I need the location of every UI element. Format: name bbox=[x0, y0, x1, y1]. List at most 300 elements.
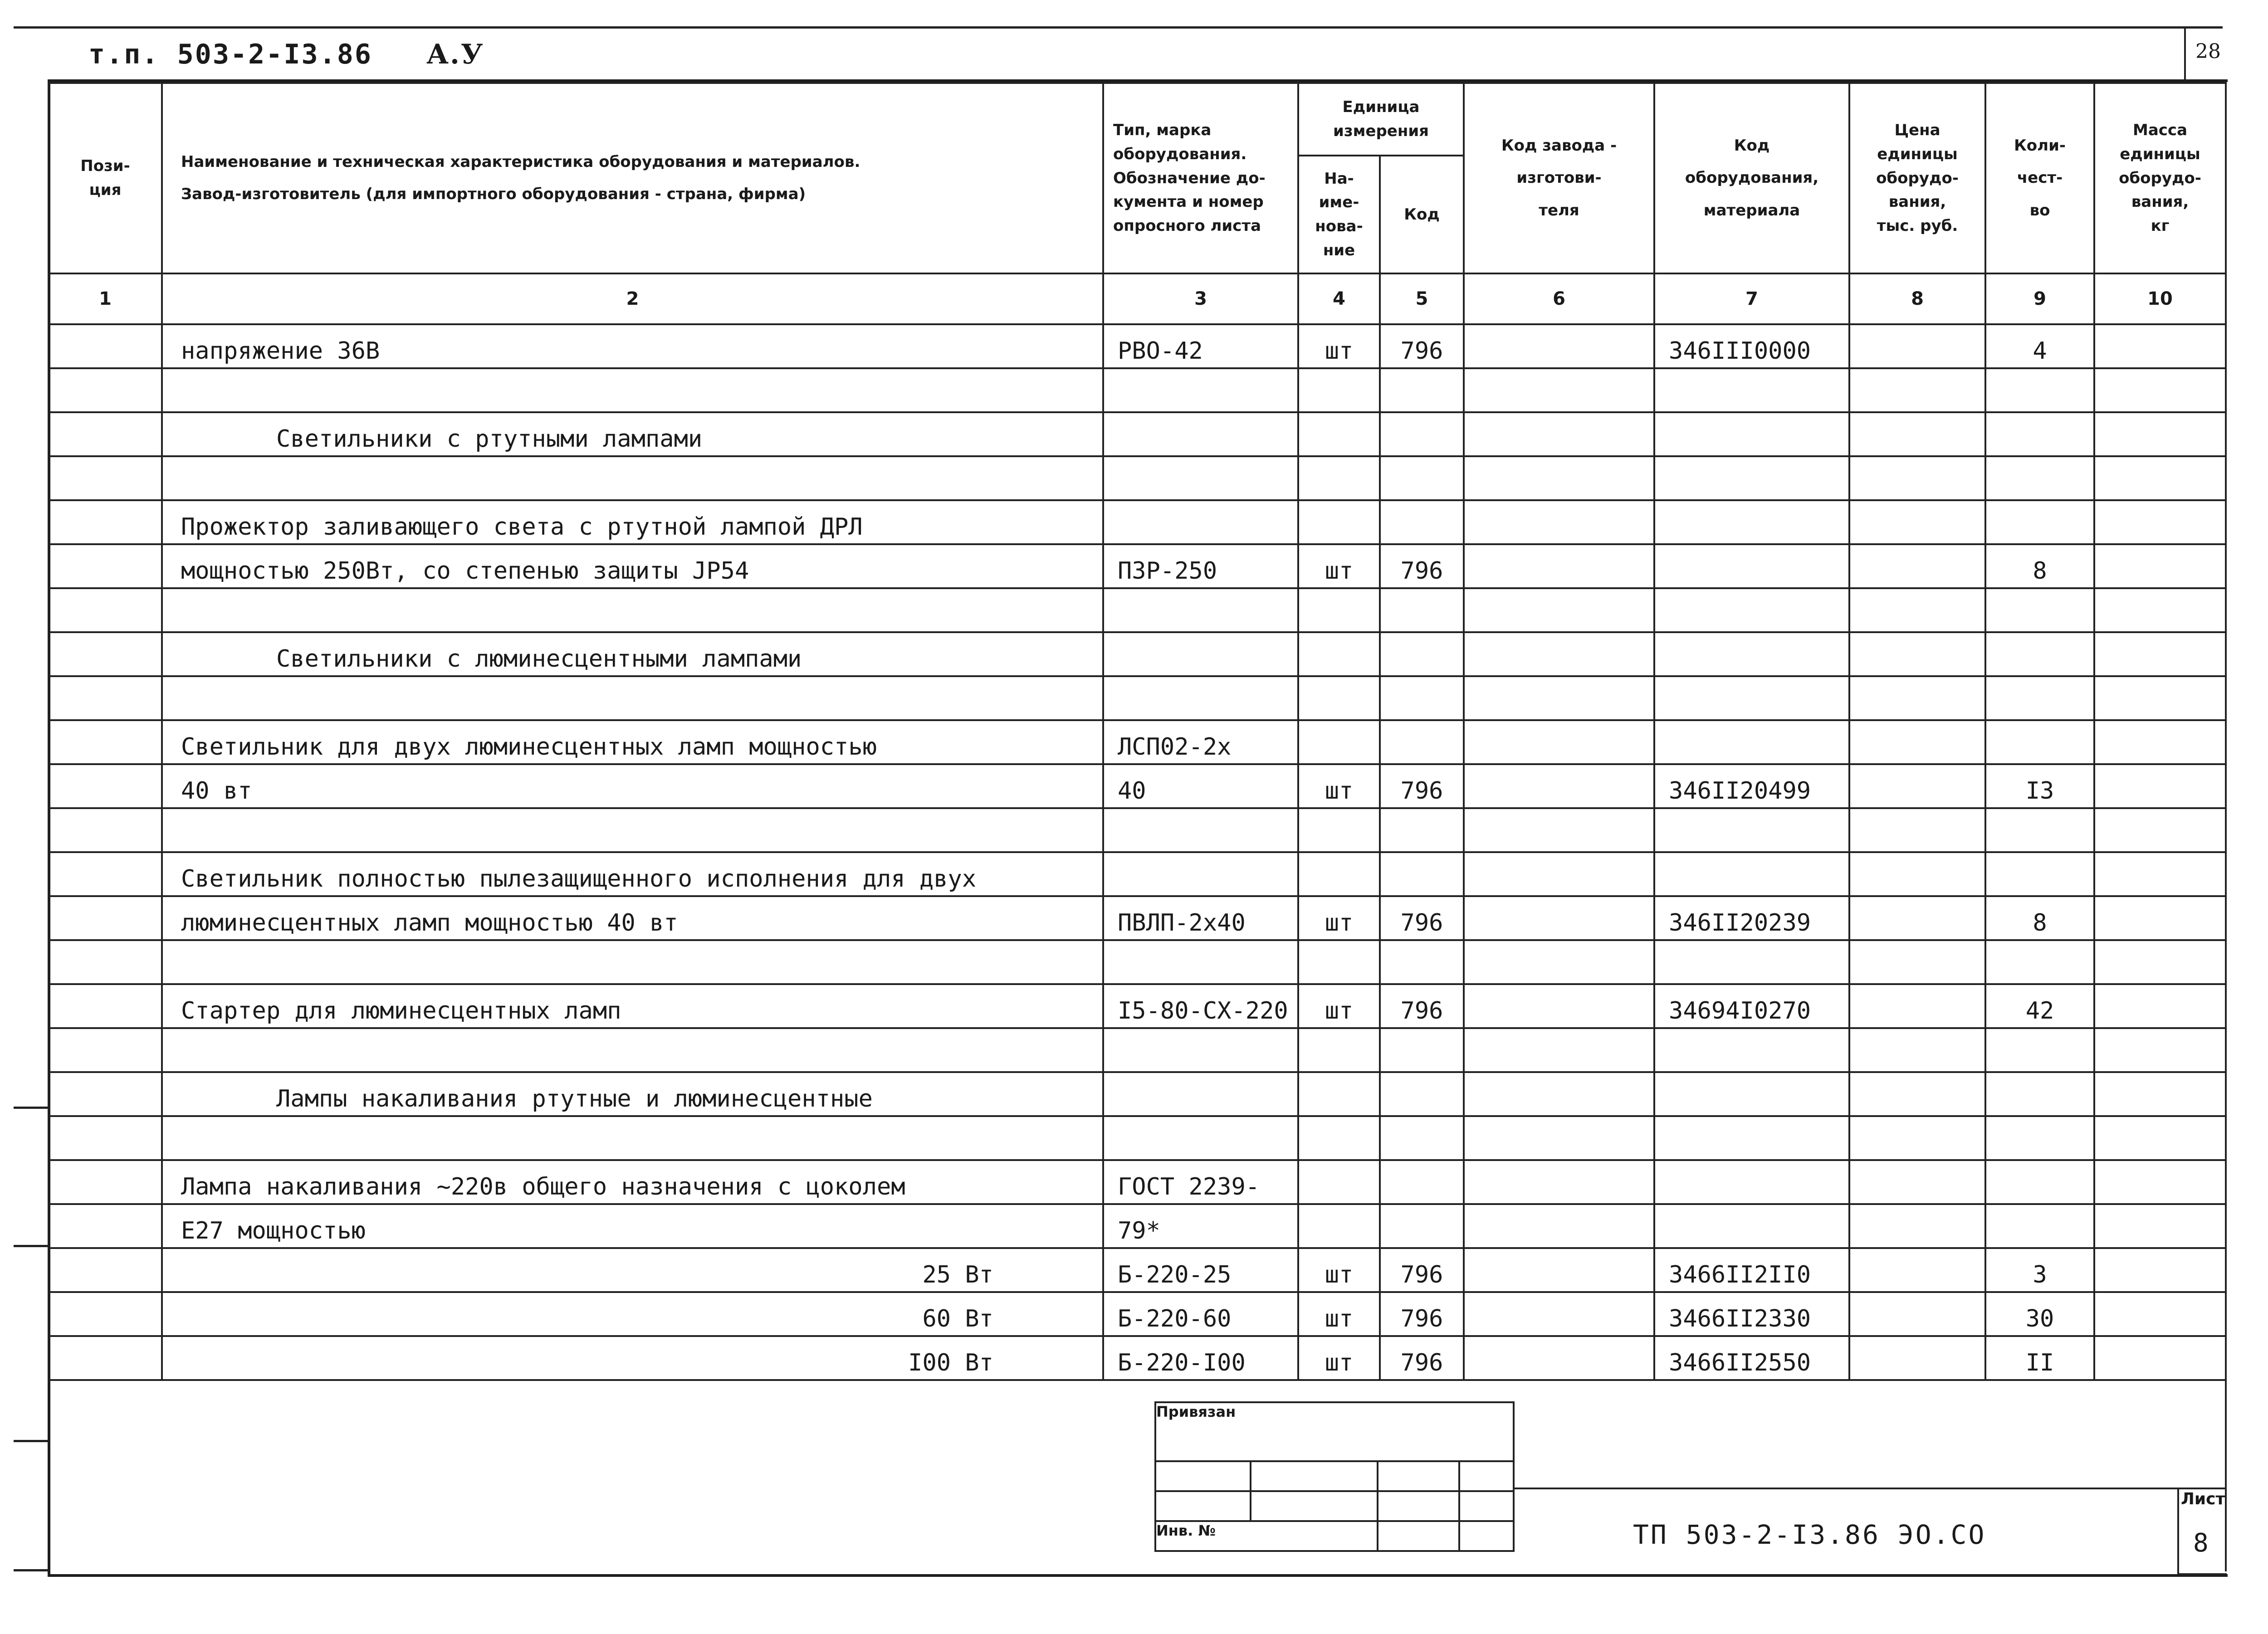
type-cell: I5-80-СХ-220 bbox=[1103, 984, 1298, 1028]
price-cell bbox=[1849, 940, 1985, 984]
unit-name-cell bbox=[1298, 456, 1380, 500]
type-cell: ПЗР-250 bbox=[1103, 544, 1298, 588]
unit-name-cell bbox=[1298, 1072, 1380, 1116]
price-cell bbox=[1849, 984, 1985, 1028]
unit-name-cell: шт bbox=[1298, 984, 1380, 1028]
name-cell: 25 Вт bbox=[162, 1248, 1103, 1292]
name-cell bbox=[162, 808, 1103, 852]
equip-code-cell bbox=[1654, 720, 1849, 764]
unit-code-cell bbox=[1380, 808, 1464, 852]
qty-cell: 8 bbox=[1985, 896, 2094, 940]
mass-cell bbox=[2094, 764, 2226, 808]
unit-code-cell bbox=[1380, 632, 1464, 676]
col-number: 2 bbox=[162, 273, 1103, 324]
unit-name-cell bbox=[1298, 1204, 1380, 1248]
type-cell bbox=[1103, 1072, 1298, 1116]
qty-cell bbox=[1985, 588, 2094, 632]
plant-code-cell bbox=[1464, 1204, 1654, 1248]
unit-name-cell bbox=[1298, 588, 1380, 632]
table-row bbox=[49, 1204, 2226, 1248]
table-row bbox=[49, 1116, 2226, 1160]
type-cell: 40 bbox=[1103, 764, 1298, 808]
position-cell bbox=[49, 676, 162, 720]
unit-name-cell bbox=[1298, 720, 1380, 764]
price-cell bbox=[1849, 1336, 1985, 1380]
plant-code-cell bbox=[1464, 852, 1654, 896]
stamp-cell bbox=[1155, 1491, 1251, 1521]
unit-name-cell bbox=[1298, 852, 1380, 896]
col-unit-header: Единица измерения bbox=[1298, 83, 1464, 156]
type-cell bbox=[1103, 412, 1298, 456]
type-cell bbox=[1103, 588, 1298, 632]
type-cell: ГОСТ 2239- bbox=[1103, 1160, 1298, 1204]
equip-code-cell: 3466II2550 bbox=[1654, 1336, 1849, 1380]
plant-code-cell bbox=[1464, 720, 1654, 764]
table-row bbox=[49, 808, 2226, 852]
equip-code-cell bbox=[1654, 1160, 1849, 1204]
table-row bbox=[49, 1336, 2226, 1380]
plant-code-cell bbox=[1464, 1028, 1654, 1072]
equip-code-cell bbox=[1654, 852, 1849, 896]
equip-code-cell bbox=[1654, 368, 1849, 412]
name-cell bbox=[162, 940, 1103, 984]
type-cell: РВО-42 bbox=[1103, 324, 1298, 368]
plant-code-cell bbox=[1464, 808, 1654, 852]
table-row bbox=[49, 1248, 2226, 1292]
mass-cell bbox=[2094, 1160, 2226, 1204]
type-cell: ПВЛП-2х40 bbox=[1103, 896, 1298, 940]
table-row bbox=[49, 544, 2226, 588]
col-number: 9 bbox=[1985, 273, 2094, 324]
qty-cell bbox=[1985, 852, 2094, 896]
equip-code-cell bbox=[1654, 544, 1849, 588]
table-row bbox=[49, 456, 2226, 500]
sheet-number: 8 bbox=[2193, 1528, 2209, 1558]
unit-code-cell: 796 bbox=[1380, 544, 1464, 588]
mass-cell bbox=[2094, 632, 2226, 676]
name-cell bbox=[162, 368, 1103, 412]
unit-name-cell: шт bbox=[1298, 1336, 1380, 1380]
table-row bbox=[49, 1292, 2226, 1336]
corner-mark: 28 bbox=[2195, 40, 2221, 63]
stamp-cell bbox=[1378, 1521, 1459, 1551]
plant-code-cell bbox=[1464, 940, 1654, 984]
name-cell: напряжение 36В bbox=[162, 324, 1103, 368]
position-cell bbox=[49, 852, 162, 896]
unit-name-cell bbox=[1298, 1116, 1380, 1160]
mass-cell bbox=[2094, 324, 2226, 368]
price-cell bbox=[1849, 368, 1985, 412]
position-cell bbox=[49, 500, 162, 544]
price-cell bbox=[1849, 896, 1985, 940]
position-cell bbox=[49, 324, 162, 368]
price-cell bbox=[1849, 764, 1985, 808]
type-cell bbox=[1103, 500, 1298, 544]
price-cell bbox=[1849, 1028, 1985, 1072]
qty-cell bbox=[1985, 412, 2094, 456]
name-cell: I00 Вт bbox=[162, 1336, 1103, 1380]
equip-code-cell: 346II20239 bbox=[1654, 896, 1849, 940]
table-row bbox=[49, 676, 2226, 720]
mass-cell bbox=[2094, 808, 2226, 852]
mass-cell bbox=[2094, 544, 2226, 588]
type-cell bbox=[1103, 456, 1298, 500]
mass-cell bbox=[2094, 676, 2226, 720]
col-price-header: Цена единицы оборудо- вания, тыс. руб. bbox=[1849, 83, 1985, 273]
qty-cell: 30 bbox=[1985, 1292, 2094, 1336]
name-cell bbox=[162, 456, 1103, 500]
equip-code-cell bbox=[1654, 632, 1849, 676]
unit-name-cell bbox=[1298, 632, 1380, 676]
stamp-cell bbox=[1251, 1491, 1378, 1521]
equip-code-cell: 3466II2330 bbox=[1654, 1292, 1849, 1336]
col-number: 10 bbox=[2094, 273, 2226, 324]
price-cell bbox=[1849, 1204, 1985, 1248]
unit-code-cell: 796 bbox=[1380, 324, 1464, 368]
qty-cell bbox=[1985, 1028, 2094, 1072]
unit-code-cell bbox=[1380, 940, 1464, 984]
binding-tick bbox=[14, 1245, 48, 1247]
price-cell bbox=[1849, 544, 1985, 588]
qty-cell bbox=[1985, 1204, 2094, 1248]
binding-tick bbox=[14, 1107, 48, 1109]
mass-cell bbox=[2094, 1072, 2226, 1116]
col-unit-code-header: Код bbox=[1380, 156, 1464, 273]
name-cell bbox=[162, 1028, 1103, 1072]
stamp-cell bbox=[1459, 1461, 1514, 1491]
type-cell: Б-220-25 bbox=[1103, 1248, 1298, 1292]
stamp-cell bbox=[1251, 1461, 1378, 1491]
price-cell bbox=[1849, 632, 1985, 676]
unit-code-cell bbox=[1380, 1116, 1464, 1160]
unit-code-cell bbox=[1380, 588, 1464, 632]
qty-cell: 8 bbox=[1985, 544, 2094, 588]
qty-cell: 3 bbox=[1985, 1248, 2094, 1292]
unit-code-cell: 796 bbox=[1380, 1336, 1464, 1380]
unit-name-cell bbox=[1298, 940, 1380, 984]
type-cell bbox=[1103, 632, 1298, 676]
qty-cell: II bbox=[1985, 1336, 2094, 1380]
stamp-cell bbox=[1378, 1491, 1459, 1521]
column-number-row bbox=[49, 273, 2226, 324]
unit-code-cell: 796 bbox=[1380, 1248, 1464, 1292]
qty-cell bbox=[1985, 632, 2094, 676]
plant-code-cell bbox=[1464, 1072, 1654, 1116]
name-cell: Стартер для люминесцентных ламп bbox=[162, 984, 1103, 1028]
qty-cell: I3 bbox=[1985, 764, 2094, 808]
mass-cell bbox=[2094, 368, 2226, 412]
unit-code-cell: 796 bbox=[1380, 764, 1464, 808]
mass-cell bbox=[2094, 1336, 2226, 1380]
header-code: т.п. 503-2-I3.86 bbox=[88, 39, 372, 70]
position-cell bbox=[49, 764, 162, 808]
position-cell bbox=[49, 1160, 162, 1204]
unit-name-cell bbox=[1298, 368, 1380, 412]
equip-code-cell: 34694I0270 bbox=[1654, 984, 1849, 1028]
price-cell bbox=[1849, 720, 1985, 764]
name-cell: Е27 мощностью bbox=[162, 1204, 1103, 1248]
type-cell bbox=[1103, 940, 1298, 984]
unit-name-cell bbox=[1298, 808, 1380, 852]
col-number: 5 bbox=[1380, 273, 1464, 324]
type-cell bbox=[1103, 852, 1298, 896]
equip-code-cell bbox=[1654, 940, 1849, 984]
name-cell: люминесцентных ламп мощностью 40 вт bbox=[162, 896, 1103, 940]
type-cell bbox=[1103, 676, 1298, 720]
qty-cell bbox=[1985, 676, 2094, 720]
unit-code-cell bbox=[1380, 1204, 1464, 1248]
unit-code-cell: 796 bbox=[1380, 896, 1464, 940]
plant-code-cell bbox=[1464, 412, 1654, 456]
equip-code-cell: 346II20499 bbox=[1654, 764, 1849, 808]
stamp-cell bbox=[1459, 1521, 1514, 1551]
table-row bbox=[49, 324, 2226, 368]
equip-code-cell bbox=[1654, 412, 1849, 456]
position-cell bbox=[49, 1028, 162, 1072]
type-cell bbox=[1103, 1028, 1298, 1072]
plant-code-cell bbox=[1464, 632, 1654, 676]
price-cell bbox=[1849, 1072, 1985, 1116]
equip-code-cell: 346III0000 bbox=[1654, 324, 1849, 368]
col-number: 7 bbox=[1654, 273, 1849, 324]
table-body bbox=[49, 324, 2226, 1380]
unit-name-cell bbox=[1298, 1160, 1380, 1204]
equip-code-cell bbox=[1654, 1204, 1849, 1248]
name-cell bbox=[162, 676, 1103, 720]
name-cell: Лампа накаливания ~220в общего назначения с цоколем bbox=[162, 1160, 1103, 1204]
binding-stamp bbox=[1154, 1401, 1515, 1552]
plant-code-cell bbox=[1464, 1336, 1654, 1380]
price-cell bbox=[1849, 1160, 1985, 1204]
unit-code-cell bbox=[1380, 1028, 1464, 1072]
mass-cell bbox=[2094, 896, 2226, 940]
table-row bbox=[49, 720, 2226, 764]
col-number: 3 bbox=[1103, 273, 1298, 324]
mass-cell bbox=[2094, 1248, 2226, 1292]
qty-cell: 42 bbox=[1985, 984, 2094, 1028]
mass-cell bbox=[2094, 940, 2226, 984]
corner-divider bbox=[2184, 27, 2186, 82]
stamp-inv-label: Инв. № bbox=[1155, 1521, 1378, 1551]
table-row bbox=[49, 412, 2226, 456]
mass-cell bbox=[2094, 412, 2226, 456]
name-cell: 40 вт bbox=[162, 764, 1103, 808]
unit-name-cell: шт bbox=[1298, 324, 1380, 368]
stamp-cell bbox=[1378, 1461, 1459, 1491]
equip-code-cell bbox=[1654, 456, 1849, 500]
unit-name-cell: шт bbox=[1298, 1292, 1380, 1336]
position-cell bbox=[49, 412, 162, 456]
position-cell bbox=[49, 588, 162, 632]
plant-code-cell bbox=[1464, 324, 1654, 368]
plant-code-cell bbox=[1464, 896, 1654, 940]
position-cell bbox=[49, 368, 162, 412]
col-type-header: Тип, марка оборудования. Обозначение до- кумента и номер опросного листа bbox=[1103, 83, 1298, 273]
unit-code-cell bbox=[1380, 368, 1464, 412]
qty-cell bbox=[1985, 1160, 2094, 1204]
mass-cell bbox=[2094, 456, 2226, 500]
table-row bbox=[49, 368, 2226, 412]
col-plant-code-header: Код завода - изготови- теля bbox=[1464, 83, 1654, 273]
col-position-header: Пози- ция bbox=[49, 83, 162, 273]
qty-cell bbox=[1985, 500, 2094, 544]
table-row bbox=[49, 764, 2226, 808]
col-mass-header: Масса единицы оборудо- вания, кг bbox=[2094, 83, 2226, 273]
equip-code-cell bbox=[1654, 500, 1849, 544]
qty-cell: 4 bbox=[1985, 324, 2094, 368]
unit-code-cell bbox=[1380, 720, 1464, 764]
price-cell bbox=[1849, 1292, 1985, 1336]
price-cell bbox=[1849, 412, 1985, 456]
type-cell bbox=[1103, 808, 1298, 852]
col-equip-code-header: Код оборудования, материала bbox=[1654, 83, 1849, 273]
unit-code-cell bbox=[1380, 1160, 1464, 1204]
equip-code-cell bbox=[1654, 1028, 1849, 1072]
top-rule bbox=[14, 26, 2223, 29]
position-cell bbox=[49, 1292, 162, 1336]
equip-code-cell bbox=[1654, 1116, 1849, 1160]
name-cell: Светильник для двух люминесцентных ламп мощностью bbox=[162, 720, 1103, 764]
price-cell bbox=[1849, 852, 1985, 896]
stamp-bound-label: Привязан bbox=[1155, 1402, 1514, 1461]
plant-code-cell bbox=[1464, 1116, 1654, 1160]
equip-code-cell bbox=[1654, 808, 1849, 852]
plant-code-cell bbox=[1464, 764, 1654, 808]
price-cell bbox=[1849, 500, 1985, 544]
col-number: 6 bbox=[1464, 273, 1654, 324]
plant-code-cell bbox=[1464, 456, 1654, 500]
price-cell bbox=[1849, 676, 1985, 720]
col-number: 8 bbox=[1849, 273, 1985, 324]
col-unit-name-header: На- име- нова- ние bbox=[1298, 156, 1380, 273]
table-row bbox=[49, 984, 2226, 1028]
type-cell bbox=[1103, 1116, 1298, 1160]
price-cell bbox=[1849, 456, 1985, 500]
unit-code-cell bbox=[1380, 852, 1464, 896]
qty-cell bbox=[1985, 1116, 2094, 1160]
mass-cell bbox=[2094, 588, 2226, 632]
unit-code-cell: 796 bbox=[1380, 984, 1464, 1028]
unit-name-cell bbox=[1298, 1028, 1380, 1072]
document-code: ТП 503-2-I3.86 ЭО.СО bbox=[1633, 1519, 1986, 1550]
position-cell bbox=[49, 1336, 162, 1380]
plant-code-cell bbox=[1464, 1248, 1654, 1292]
unit-name-cell: шт bbox=[1298, 764, 1380, 808]
mass-cell bbox=[2094, 852, 2226, 896]
name-cell: Светильники с люминесцентными лампами bbox=[162, 632, 1103, 676]
unit-name-cell bbox=[1298, 676, 1380, 720]
binding-tick bbox=[14, 1569, 48, 1571]
name-cell: Светильник полностью пылезащищенного исполнения для двух bbox=[162, 852, 1103, 896]
position-cell bbox=[49, 720, 162, 764]
mass-cell bbox=[2094, 1116, 2226, 1160]
table-row bbox=[49, 896, 2226, 940]
stamp-cell bbox=[1155, 1461, 1251, 1491]
position-cell bbox=[49, 1072, 162, 1116]
name-cell: Лампы накаливания ртутные и люминесцентные bbox=[162, 1072, 1103, 1116]
type-cell: 79* bbox=[1103, 1204, 1298, 1248]
col-qty-header: Коли- чест- во bbox=[1985, 83, 2094, 273]
qty-cell bbox=[1985, 368, 2094, 412]
plant-code-cell bbox=[1464, 984, 1654, 1028]
stamp-cell bbox=[1459, 1491, 1514, 1521]
name-cell: Прожектор заливающего света с ртутной лампой ДРЛ bbox=[162, 500, 1103, 544]
name-cell: Светильники с ртутными лампами bbox=[162, 412, 1103, 456]
price-cell bbox=[1849, 588, 1985, 632]
name-cell bbox=[162, 1116, 1103, 1160]
qty-cell bbox=[1985, 1072, 2094, 1116]
unit-code-cell: 796 bbox=[1380, 1292, 1464, 1336]
unit-name-cell: шт bbox=[1298, 544, 1380, 588]
name-cell: 60 Вт bbox=[162, 1292, 1103, 1336]
price-cell bbox=[1849, 1116, 1985, 1160]
position-cell bbox=[49, 940, 162, 984]
specification-table bbox=[48, 82, 2227, 1381]
mass-cell bbox=[2094, 1204, 2226, 1248]
table-row bbox=[49, 852, 2226, 896]
equip-code-cell: 3466II2II0 bbox=[1654, 1248, 1849, 1292]
equip-code-cell bbox=[1654, 588, 1849, 632]
title-block-line bbox=[1513, 1488, 2180, 1489]
position-cell bbox=[49, 456, 162, 500]
sheet-label: Лист bbox=[2181, 1490, 2225, 1508]
mass-cell bbox=[2094, 984, 2226, 1028]
unit-code-cell bbox=[1380, 1072, 1464, 1116]
qty-cell bbox=[1985, 808, 2094, 852]
name-cell bbox=[162, 588, 1103, 632]
mass-cell bbox=[2094, 720, 2226, 764]
qty-cell bbox=[1985, 940, 2094, 984]
unit-code-cell bbox=[1380, 676, 1464, 720]
mass-cell bbox=[2094, 500, 2226, 544]
equip-code-cell bbox=[1654, 676, 1849, 720]
unit-code-cell bbox=[1380, 500, 1464, 544]
table-row bbox=[49, 588, 2226, 632]
header-album: А.У bbox=[426, 39, 484, 70]
type-cell: Б-220-60 bbox=[1103, 1292, 1298, 1336]
qty-cell bbox=[1985, 456, 2094, 500]
table-row bbox=[49, 632, 2226, 676]
table-row bbox=[49, 500, 2226, 544]
price-cell bbox=[1849, 808, 1985, 852]
type-cell: Б-220-I00 bbox=[1103, 1336, 1298, 1380]
qty-cell bbox=[1985, 720, 2094, 764]
unit-code-cell bbox=[1380, 412, 1464, 456]
position-cell bbox=[49, 632, 162, 676]
type-cell: ЛСП02-2х bbox=[1103, 720, 1298, 764]
mass-cell bbox=[2094, 1028, 2226, 1072]
position-cell bbox=[49, 984, 162, 1028]
document-header bbox=[88, 39, 484, 70]
plant-code-cell bbox=[1464, 368, 1654, 412]
price-cell bbox=[1849, 1248, 1985, 1292]
price-cell bbox=[1849, 324, 1985, 368]
table-row bbox=[49, 1028, 2226, 1072]
plant-code-cell bbox=[1464, 544, 1654, 588]
mass-cell bbox=[2094, 1292, 2226, 1336]
unit-name-cell bbox=[1298, 412, 1380, 456]
plant-code-cell bbox=[1464, 588, 1654, 632]
plant-code-cell bbox=[1464, 676, 1654, 720]
type-cell bbox=[1103, 368, 1298, 412]
binding-tick bbox=[14, 1440, 48, 1442]
position-cell bbox=[49, 896, 162, 940]
col-name-header: Наименование и техническая характеристика оборудования и материалов. Завод-изготовитель (для импортного оборудования - страна, фирма) bbox=[162, 83, 1103, 273]
name-cell: мощностью 250Вт, со степенью защиты JP54 bbox=[162, 544, 1103, 588]
table-header bbox=[49, 83, 2226, 324]
plant-code-cell bbox=[1464, 1160, 1654, 1204]
position-cell bbox=[49, 1248, 162, 1292]
